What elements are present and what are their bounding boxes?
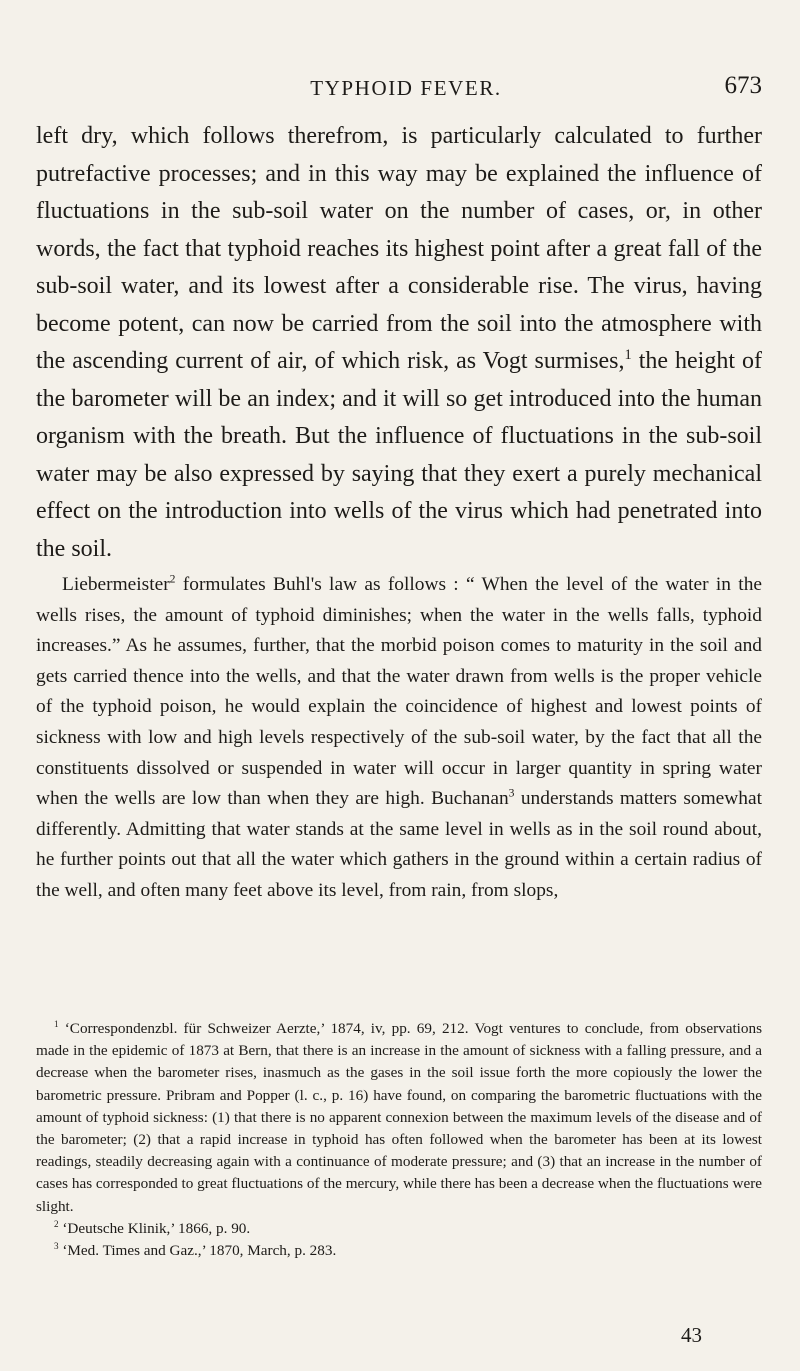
- page-header: [36, 72, 762, 108]
- small-lead: Liebermeister: [62, 574, 170, 595]
- small-paragraph: [36, 570, 762, 907]
- footnote-2-text: ‘Deutsche Klinik,’ 1866, p. 90.: [58, 1219, 251, 1237]
- page-number: 673: [724, 72, 762, 99]
- footnote-3-text: ‘Med. Times and Gaz.,’ 1870, March, p. 283.: [58, 1242, 337, 1260]
- footnote-1-mark: 1: [54, 1018, 59, 1029]
- book-page: [36, 0, 762, 1371]
- footnote-3-mark: 3: [54, 1240, 59, 1251]
- footnote-ref-1: 1: [624, 347, 632, 363]
- signature-mark: 43: [681, 1323, 702, 1347]
- small-part-a: formulates Buhl's law as follows : “ When the level of the water in the wells rises, the amount of typhoid diminishes; when the water in the wells falls, typhoid increases.” As he assumes, further, that the morbid poison comes to maturity in the soil and gets carried thence into the wells, and that the water drawn from wells is the proper vehicle of the typhoid poison, he would explain the coincidence of highest and lowest points of sickness with low and high levels respectively of the sub-soil water, by the fact that all the constituents dissolved or suspended in water will occur in larger quantity in spring water when the wells are low than when they are high. Buchanan: [36, 574, 762, 810]
- small-part-b: understands matters somewhat differently. Admitting that water stands at the same level in wells as in the soil round about, he further points out that all the water which gathers in the ground within a certain radius of the well, and often many feet above its level, from rain, from slops,: [36, 788, 762, 901]
- footnote-2-mark: 2: [54, 1218, 59, 1229]
- footnote-ref-2: 2: [169, 572, 176, 586]
- footnote-1-text: ‘Correspondenzbl. für Schweizer Aerzte,’ 1874, iv, pp. 69, 212. Vogt ventures to conclude, from observations made in the epidemic of 1873 at Bern, that there is an increase in the amount of sickness with a falling pressure, and a decrease when the barometer rises, inasmuch as the gases in the soil issue forth the more copiously the lower the barometric pressure. Pribram and Popper (l. c., p. 16) have found, on comparing the barometric fluctuations with the amount of typhoid sickness: (1) that there is no apparent connexion between the maximum levels of the disease and of the barometer; (2) that a rapid increase in typhoid has often followed when the barometer has been at its lowest readings, steadily decreasing again with a continuance of moderate pressure; and (3) that an increase in the number of cases has corresponded to great fluctuations of the mercury, while there has been a decrease when the fluctuations were slight.: [36, 1020, 762, 1215]
- footnote-3: [36, 1240, 762, 1262]
- main-paragraph: [36, 118, 762, 568]
- footnote-ref-3: 3: [508, 786, 515, 800]
- running-head: TYPHOID FEVER.: [310, 76, 502, 100]
- footnote-1: [36, 1018, 762, 1218]
- footnote-2: [36, 1218, 762, 1240]
- footnotes: [36, 1018, 762, 1262]
- main-paragraph-part-1: left dry, which follows therefrom, is particularly calculated to further putrefactive processes; and in this way may be explained the influence of fluctuations in the sub-soil water on the number of cases, or, in other words, the fact that typhoid reaches its highest point after a great fall of the sub-soil water, and its lowest after a considerable rise. The virus, having become potent, can now be carried from the soil into the atmosphere with the ascending current of air, of which risk, as Vogt surmises,: [36, 123, 762, 374]
- main-text: [36, 118, 762, 568]
- small-print-paragraph: [36, 570, 762, 907]
- main-paragraph-part-2: the height of the barometer will be an index; and it will so get introduced into the human organism with the breath. But the influence of fluctuations in the sub-soil water may be also expressed by saying that they exert a purely mechanical effect on the introduction into wells of the virus which had penetrated into the soil.: [36, 348, 762, 562]
